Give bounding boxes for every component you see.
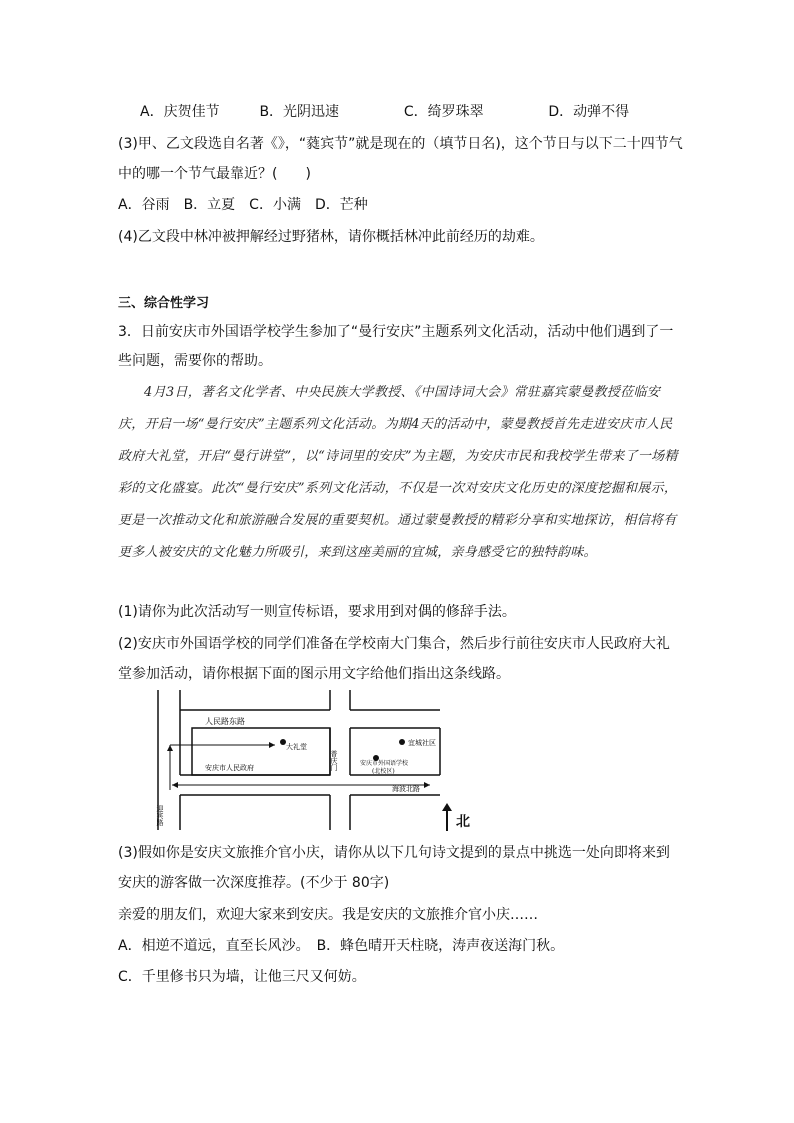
q3-sub3-line2: 安庆的游客做一次深度推荐。(不少于 80字) [118,875,390,891]
q2-sub3-line2: 中的哪一个节气最靠近？( ) [118,166,311,182]
map-label-hall: 大礼堂 [286,743,307,751]
q2-sub4: (4)乙文段中林冲被押解经过野猪林，请你概括林冲此前经历的劫难。 [118,229,544,245]
q3-options-ab: A．相逆不道远，直至长风沙。 B．蜂色晴开天柱晓，涛声夜送海门秋。 [118,938,565,954]
q3-option-c: C．千里修书只为墙，让他三尺又何妨。 [118,969,366,985]
map-label-road-top: 人民路东路 [205,717,245,726]
north-arrow-icon [440,803,454,833]
map-label-school-main: 宜城社区 [408,739,436,747]
map-label-school-sub: (北校区) [372,768,395,775]
q2-options-row [140,102,629,122]
quoted-passage: 4月3日，著名文化学者、中央民族大学教授、《中国诗词大会》常驻嘉宾蒙曼教授莅临安庆，开启一场“曼行安庆”主题系列文化活动。为期4天的活动中，蒙曼教授首先走进安庆市人民政府大礼堂，开启“曼行讲堂”，以“诗词里的安庆”为主题，为安庆市民和我校学生带来了一场精彩的文化盛宴。此次“曼行安庆”系列文化活动，不仅是一次对安庆文化历史的深度挖掘和展示，更是一次推动文化和旅游融合发展的重要契机。通过蒙曼教授的精彩分享和实地探访，相信将有更多人被安庆的文化魅力所吸引，来到这座美丽的宜城，亲身感受它的独特韵味。 [118,385,678,560]
route-map [150,690,480,830]
q3-sub1: (1)请你为此次活动写一则宣传标语，要求用到对偶的修辞手法。 [118,604,516,620]
option-d: D．动弹不得 [548,104,630,120]
option-b: B．光阴迅速 [259,104,340,120]
map-label-road-left: 迎宾路 [156,805,164,826]
map-label-gov: 安庆市人民政府 [205,764,254,772]
map-label-school: 安庆市外国语学校 [360,760,409,767]
option-c: C．绮罗珠翠 [403,104,484,120]
north-indicator [440,803,480,833]
section-heading: 三、综合性学习 [118,296,210,311]
map-label-road-mid: 普庆门 [330,750,338,771]
q3-sub3-line1: (3)假如你是安庆文旅推介官小庆，请你从以下几句诗文提到的景点中挑选一处向即将来到 [118,845,670,861]
q3-line1: 3．日前安庆市外国语学校学生参加了“曼行安庆”主题系列文化活动，活动中他们遇到了一 [118,324,674,340]
q2-sub3-line1: (3)甲、乙文段选自名著《》，“蕤宾节”就是现在的（填节日名)，这个节日与以下二十四节气 [118,136,683,152]
north-label: 北 [456,814,470,830]
q3-sub2-line2: 堂参加活动，请你根据下面的图示用文字给他们指出这条线路。 [118,666,510,682]
q3-line2: 些问题，需要你的帮助。 [118,353,272,369]
map-label-road-right: 海波北路 [392,785,420,793]
option-a: A．庆贺佳节 [140,104,220,120]
q2-sub3-options: A．谷雨 B．立夏 C．小满 D．芒种 [118,197,368,213]
q3-sub2-line1: (2)安庆市外国语学校的同学们准备在学校南大门集合，然后步行前往安庆市人民政府大礼 [118,636,670,652]
q3-sub3-line3: 亲爱的朋友们，欢迎大家来到安庆。我是安庆的文旅推介官小庆…… [118,907,538,923]
